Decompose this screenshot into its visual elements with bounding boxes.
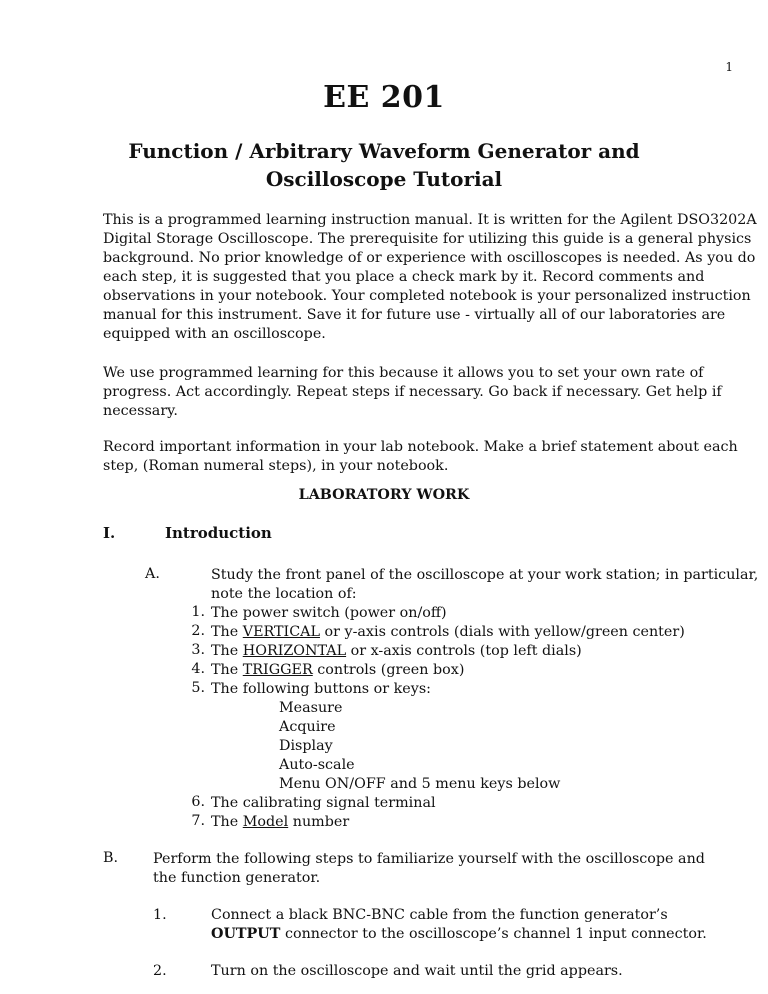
list-number: 7. bbox=[191, 813, 205, 829]
paragraph-line: manual for this instrument. Save it for future use - virtually all of our laboratories are bbox=[103, 307, 726, 323]
list-number: 5. bbox=[191, 680, 205, 696]
paragraph-line: necessary. bbox=[103, 403, 178, 419]
section-number: I. bbox=[103, 524, 116, 542]
list-item: The calibrating signal terminal bbox=[211, 795, 436, 811]
laboratory-work-heading: LABORATORY WORK bbox=[298, 487, 470, 503]
list-number: 6. bbox=[191, 794, 205, 810]
paragraph-line: progress. Act accordingly. Repeat steps if necessary. Go back if necessary. Get help if bbox=[103, 384, 722, 400]
key-item: Menu ON/OFF and 5 menu keys below bbox=[279, 776, 561, 792]
step-text-line: Turn on the oscilloscope and wait until the grid appears. bbox=[211, 963, 623, 979]
intro-paragraph bbox=[103, 211, 757, 344]
item-b-text-line: Perform the following steps to familiarize yourself with the oscilloscope and bbox=[153, 851, 705, 867]
item-a-text-line: note the location of: bbox=[211, 586, 357, 602]
page-number: 1 bbox=[725, 60, 733, 74]
list-item: The power switch (power on/off) bbox=[211, 605, 447, 621]
step-text-line: OUTPUT connector to the oscilloscope’s channel 1 input connector. bbox=[211, 926, 707, 942]
list-number: 3. bbox=[191, 642, 205, 658]
record-paragraph bbox=[103, 438, 738, 476]
list-number: 4. bbox=[191, 661, 205, 677]
item-b-text-line: the function generator. bbox=[153, 870, 321, 886]
paragraph-line: step, (Roman numeral steps), in your notebook. bbox=[103, 458, 449, 474]
programmed-learning-paragraph bbox=[103, 364, 723, 421]
item-a-text-line: Study the front panel of the oscilloscope at your work station; in particular, bbox=[211, 567, 759, 583]
paragraph-line: We use programmed learning for this because it allows you to set your own rate of bbox=[103, 365, 704, 381]
paragraph-line: each step, it is suggested that you place a check mark by it. Record comments and bbox=[103, 269, 705, 285]
list-number: 1. bbox=[191, 604, 205, 620]
paragraph-line: equipped with an oscilloscope. bbox=[103, 326, 326, 342]
list-number: 2. bbox=[191, 623, 205, 639]
step-number: 2. bbox=[153, 963, 167, 979]
subtitle-line: Function / Arbitrary Waveform Generator and bbox=[128, 139, 640, 163]
key-item: Acquire bbox=[279, 719, 336, 735]
key-item: Auto-scale bbox=[279, 757, 355, 773]
step-text-line: Connect a black BNC-BNC cable from the function generator’s bbox=[211, 907, 668, 923]
item-a-letter: A. bbox=[145, 566, 160, 582]
paragraph-line: background. No prior knowledge of or experience with oscilloscopes is needed. As you do bbox=[103, 250, 756, 266]
list-item: The VERTICAL or y-axis controls (dials with yellow/green center) bbox=[211, 624, 685, 640]
paragraph-line: This is a programmed learning instruction manual. It is written for the Agilent DSO3202A bbox=[103, 212, 757, 228]
key-item: Measure bbox=[279, 700, 343, 716]
key-item: Display bbox=[279, 738, 333, 754]
subtitle-line: Oscilloscope Tutorial bbox=[265, 167, 503, 191]
step-number: 1. bbox=[153, 907, 167, 923]
list-item: The TRIGGER controls (green box) bbox=[211, 662, 465, 678]
paragraph-line: observations in your notebook. Your completed notebook is your personalized instruction bbox=[103, 288, 751, 304]
paragraph-line: Digital Storage Oscilloscope. The prerequisite for utilizing this guide is a general physics bbox=[103, 231, 752, 247]
paragraph-line: Record important information in your lab notebook. Make a brief statement about each bbox=[103, 439, 738, 455]
item-b-letter: B. bbox=[103, 850, 119, 866]
list-item: The following buttons or keys: bbox=[211, 681, 432, 697]
document-subtitle bbox=[0, 137, 768, 193]
list-item: The HORIZONTAL or x-axis controls (top left dials) bbox=[211, 643, 582, 659]
section-title: Introduction bbox=[165, 524, 272, 542]
list-item: The Model number bbox=[211, 814, 350, 830]
document-title: EE 201 bbox=[323, 80, 445, 115]
